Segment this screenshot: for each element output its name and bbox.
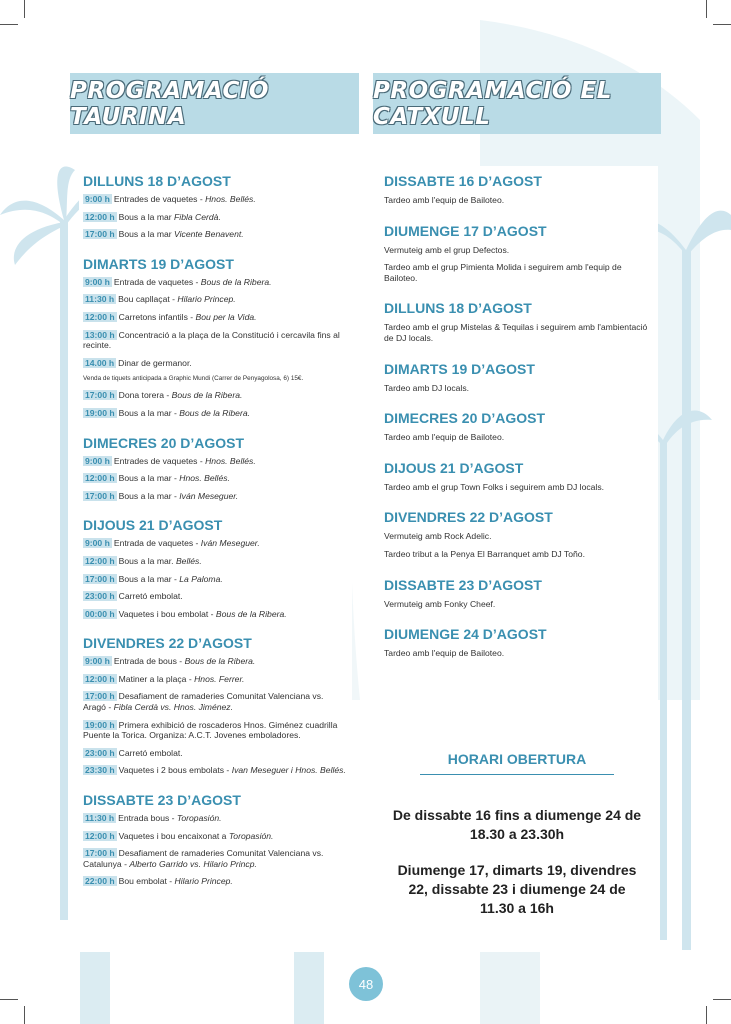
event-description: Concentració a la plaça de la Constitució i cercavila fins al recinte. (83, 329, 340, 351)
event-time: 9:00 h (85, 276, 110, 287)
catxull-day-heading: DIVENDRES 22 D’AGOST (384, 509, 553, 526)
event-organizer: Iván Meseguer. (200, 538, 260, 549)
event-time: 12:00 h (85, 211, 115, 222)
catxull-day-heading: DISSABTE 16 D’AGOST (384, 173, 542, 189)
catxull-day-heading: DIMECRES 20 D’AGOST (384, 410, 546, 427)
event-description: Bous a la mar - (118, 473, 180, 484)
catxull-event: Tardeo amb l'equip de Bailoteo. (384, 432, 505, 443)
taurina-event (83, 748, 348, 759)
catxull-day-heading: DISSABTE 23 D’AGOST (384, 576, 542, 593)
event-organizer: Fibla Cerdà vs. Hnos. Jiménez. (113, 702, 233, 713)
catxull-event: Tardeo amb el grup Town Folks i seguirem amb DJ locals. (384, 481, 605, 492)
event-description: Entrades de vaquetes - (113, 455, 206, 466)
taurina-day-heading: DISSABTE 23 D’AGOST (83, 792, 241, 809)
taurina-event (83, 294, 348, 305)
event-time: 17:00 h (85, 390, 115, 401)
taurina-day-heading: DILLUNS 18 D’AGOST (83, 173, 231, 189)
event-description: Bou embolat - (118, 876, 175, 887)
taurina-event (83, 473, 348, 484)
event-organizer: Hilario Princep. (177, 294, 236, 305)
event-organizer: Hnos. Bellés. (179, 473, 230, 484)
catxull-event: Tardeo amb DJ locals. (384, 382, 470, 393)
event-time: 12:00 h (85, 311, 115, 322)
taurina-event (83, 691, 348, 712)
taurina-event (83, 720, 348, 741)
catxull-day-heading: DIJOUS 21 D’AGOST (384, 459, 524, 476)
taurina-event (83, 609, 348, 620)
taurina-event (83, 574, 348, 585)
event-time: 9:00 h (85, 455, 110, 466)
event-organizer: Bous de la Ribera. (200, 276, 272, 287)
event-description: Carretó embolat. (118, 591, 183, 602)
taurina-event (83, 390, 348, 401)
event-description: Vaquetes i bou encaixonat a (118, 830, 229, 841)
taurina-event (83, 358, 348, 369)
opening-hours-box (376, 742, 658, 950)
event-description: Bous a la mar (118, 211, 175, 222)
event-description: Dinar de germanor. (118, 357, 192, 368)
event-organizer: Toropasión. (176, 813, 222, 824)
event-time: 17:00 h (85, 848, 115, 859)
catxull-event: Tardeo amb l'equip de Bailoteo. (384, 195, 505, 205)
taurina-event (83, 848, 348, 869)
event-time: 12:00 h (85, 673, 115, 684)
taurina-day-heading: DIMECRES 20 D’AGOST (83, 434, 245, 451)
taurina-event (83, 229, 348, 240)
event-organizer: Vicente Benavent. (174, 229, 244, 240)
catxull-event: Vermuteig amb el grup Defectos. (384, 244, 510, 255)
taurina-event (83, 556, 348, 567)
taurina-event (83, 491, 348, 502)
event-description: Bou capllaçat - (118, 294, 178, 305)
event-description: Desafiament de ramaderies Comunitat Valenciana vs. Catalunya - (83, 848, 324, 869)
event-organizer: Hilario Princep. (174, 876, 233, 887)
catxull-day-heading: DIMARTS 19 D’AGOST (384, 360, 535, 377)
event-organizer: Fibla Cerdà. (174, 211, 221, 222)
event-organizer: Bou per la Vida. (195, 311, 257, 322)
taurina-title: PROGRAMACIÓ TAURINA (70, 77, 269, 130)
event-description: Dona torera - (118, 390, 172, 401)
event-organizer: Bous de la Ribera. (179, 407, 250, 418)
event-organizer: Bellés. (175, 555, 202, 566)
event-description: Entrada de bous - (113, 656, 185, 667)
page-number: 48 (349, 967, 383, 1001)
catxull-event: Tardeo amb l'equip de Bailoteo. (384, 648, 505, 659)
taurina-event (83, 538, 348, 549)
taurina-event (83, 656, 348, 667)
event-description: Bous a la mar. (118, 555, 176, 566)
event-description: Desafiament de ramaderies Comunitat Valenciana vs. Aragó - (83, 691, 324, 713)
event-time: 19:00 h (85, 719, 115, 730)
taurina-event (83, 312, 348, 323)
event-organizer: Hnos. Bellés. (205, 455, 256, 466)
taurina-event (83, 674, 348, 685)
taurina-event (83, 456, 348, 467)
event-description: Matiner a la plaça - (118, 673, 195, 684)
event-organizer: Bous de la Ribera. (215, 608, 287, 619)
catxull-event: Tardeo tribut a la Penya El Barranquet amb DJ Toño. (384, 548, 585, 559)
catxull-day-heading: DIUMENGE 24 D’AGOST (384, 626, 547, 643)
event-description: Carretó embolat. (118, 747, 183, 758)
taurina-event (83, 408, 348, 419)
opening-hours-title: HORARI OBERTURA (447, 751, 587, 767)
event-description: Primera exhibició de roscaderos Hnos. Giménez cuadrilla Puente la Torica. Organiza: A.C.T. Jovenes emboladores. (83, 719, 338, 741)
event-time: 12:00 h (85, 473, 115, 484)
event-description: Entrades de vaquetes - (113, 194, 206, 204)
event-description: Carretons infantils - (118, 311, 196, 322)
event-time: 00:00 h (85, 608, 115, 619)
event-organizer: Hnos. Ferrer. (194, 673, 245, 684)
opening-hours-weekdays: De dissabte 16 fins a diumenge 24 de 18.30 a 23.30h (392, 807, 642, 842)
event-organizer: Bous de la Ribera. (184, 656, 256, 667)
event-time: 17:00 h (85, 691, 115, 702)
taurina-event (83, 765, 348, 776)
event-time: 17:00 h (85, 490, 115, 501)
taurina-event (83, 330, 348, 351)
taurina-event (83, 212, 348, 223)
catxull-title: PROGRAMACIÓ EL CATXULL (373, 77, 612, 130)
event-description: Entrada bous - (118, 813, 177, 824)
event-organizer: Ivan Meseguer i Hnos. Bellés. (231, 765, 346, 776)
event-description: Vaquetes i bou embolat - (118, 608, 216, 619)
event-time: 17:00 h (85, 573, 115, 584)
taurina-header (70, 73, 359, 134)
catxull-day-heading: DILLUNS 18 D’AGOST (384, 300, 532, 317)
event-time: 14.00 h (85, 357, 115, 368)
event-organizer: Iván Meseguer. (179, 490, 239, 501)
event-organizer: Hnos. Bellés. (205, 194, 256, 204)
event-description: Bous a la mar - (118, 490, 180, 501)
event-time: 12:00 h (85, 555, 115, 566)
taurina-event (83, 194, 348, 205)
taurina-day-heading: DIJOUS 21 D’AGOST (83, 517, 223, 534)
event-time: 13:00 h (85, 329, 115, 340)
catxull-day-heading: DIUMENGE 17 D’AGOST (384, 222, 547, 239)
catxull-event: Vermuteig amb Fonky Cheef. (384, 598, 496, 609)
catxull-header (373, 73, 661, 134)
event-organizer: Alberto Garrido vs. Hilario Princp. (129, 858, 257, 869)
event-organizer: Toropasión. (228, 830, 274, 841)
event-time: 12:00 h (85, 830, 115, 841)
catxull-event: Tardeo amb el grup Mistelas & Tequilas i seguirem amb l'ambientació de DJ locals. (384, 322, 648, 343)
event-time: 11:30 h (85, 294, 115, 305)
event-description: Bous a la mar - (118, 407, 180, 418)
ticket-note: Venda de tiquets anticipada a Graphic Mundi (Carrer de Penyagolosa, 6) 15€. (83, 375, 304, 383)
event-organizer: Bous de la Ribera. (171, 390, 243, 401)
event-time: 9:00 h (85, 538, 110, 549)
catxull-event: Tardeo amb el grup Pimienta Molida i seguirem amb l'equip de Bailoteo. (384, 262, 622, 283)
event-time: 22:00 h (85, 876, 115, 887)
taurina-event (83, 813, 348, 824)
event-time: 17:00 h (85, 229, 115, 240)
taurina-day-heading: DIMARTS 19 D’AGOST (83, 255, 234, 272)
event-time: 9:00 h (85, 656, 110, 667)
event-time: 19:00 h (85, 407, 115, 418)
taurina-event (83, 277, 348, 288)
event-time: 11:30 h (85, 813, 115, 824)
event-time: 23:00 h (85, 747, 115, 758)
opening-hours-weekends: Diumenge 17, dimarts 19, divendres 22, dissabte 23 i diumenge 24 de 11.30 a 16h (397, 862, 637, 916)
event-time: 9:00 h (85, 194, 110, 204)
event-time: 23:00 h (85, 591, 115, 602)
taurina-event (83, 591, 348, 602)
event-organizer: La Paloma. (179, 573, 223, 584)
taurina-schedule (79, 166, 352, 946)
event-description: Bous a la mar - (118, 573, 180, 584)
taurina-event (83, 876, 348, 887)
event-description: Entrada de vaquetes - (113, 538, 201, 549)
event-description: Entrada de vaquetes - (113, 276, 201, 287)
event-time: 23:30 h (85, 765, 115, 776)
catxull-schedule (376, 166, 658, 706)
event-description: Vaquetes i 2 bous embolats - (118, 765, 232, 776)
catxull-event: Vermuteig amb Rock Adelic. (384, 531, 492, 542)
hours-divider (420, 774, 614, 775)
taurina-day-heading: DIVENDRES 22 D’AGOST (83, 635, 252, 652)
taurina-event (83, 831, 348, 842)
event-description: Bous a la mar (118, 229, 175, 240)
